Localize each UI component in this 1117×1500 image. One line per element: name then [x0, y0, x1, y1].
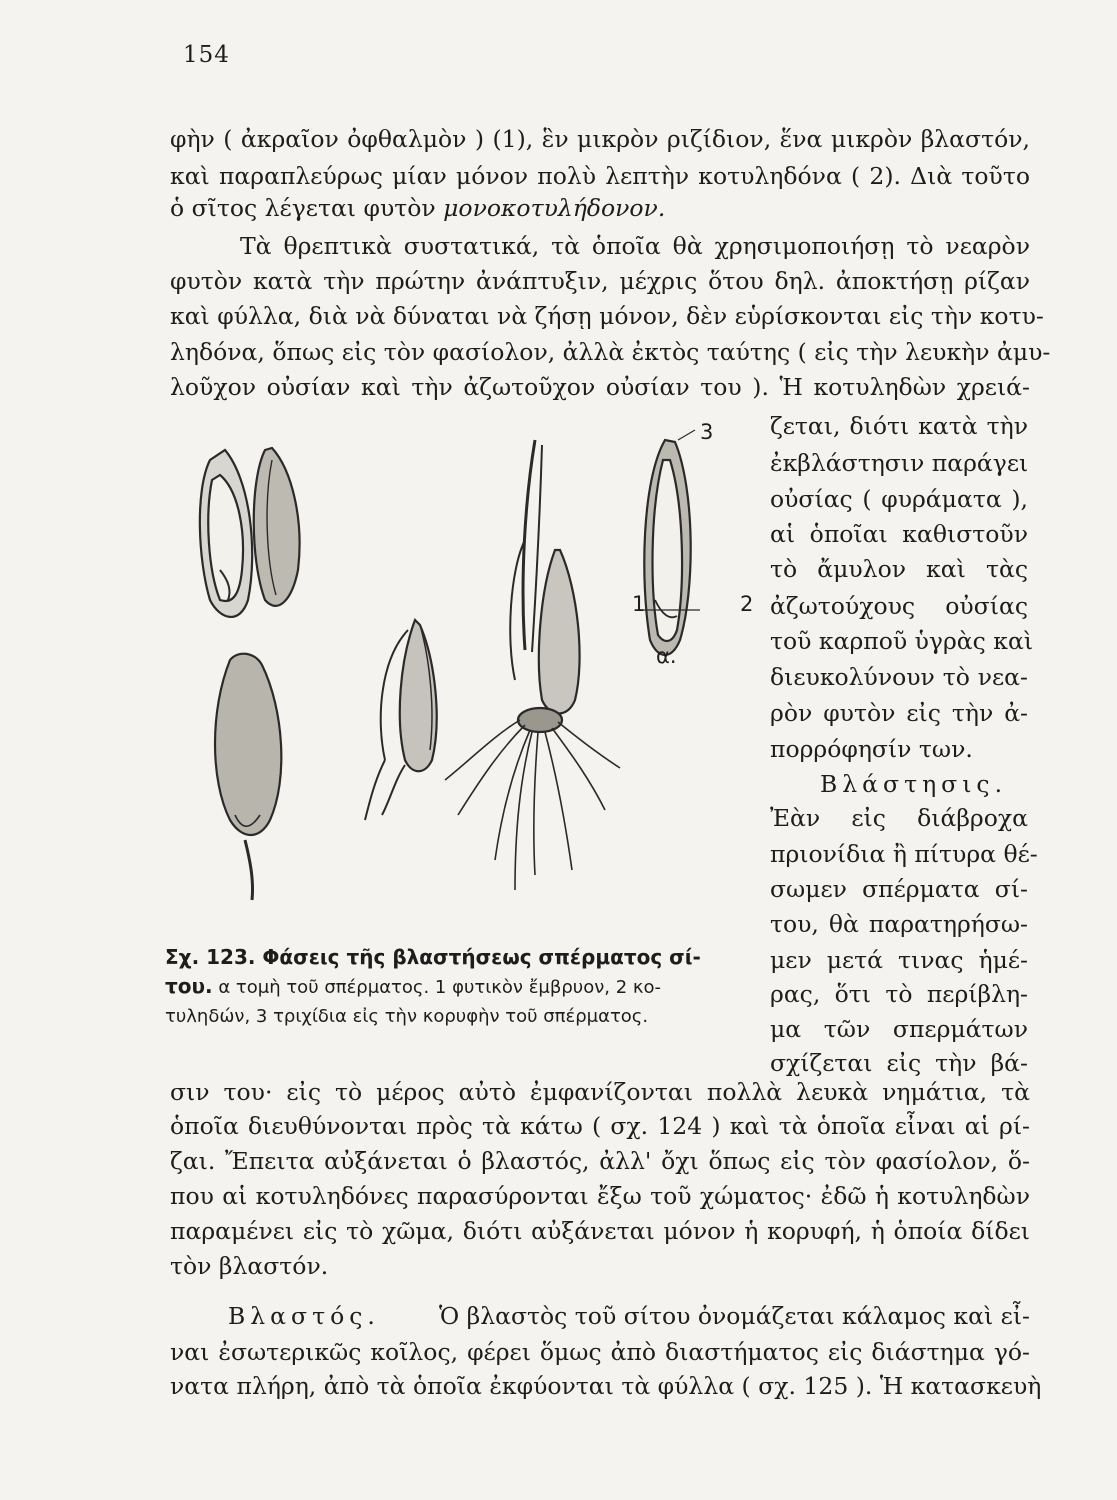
seed-whole — [254, 448, 300, 606]
text-line: παραμένει εἰς τὸ χῶμα, διότι αὐξάνεται μόνον ἡ κορυφή, ἡ ὁποία δίδει — [170, 1217, 1030, 1245]
column-line: σχίζεται εἰς τὴν βά- — [770, 1049, 1028, 1077]
column-line: τοῦ καρποῦ ὑγρὰς καὶ — [770, 627, 1034, 655]
caption-title-end: του. — [165, 974, 213, 998]
text-line: Τὰ θρεπτικὰ συστατικά, τὰ ὁποῖα θὰ χρησιμοποιήσῃ τὸ νεαρὸν — [240, 232, 1030, 260]
figure-123 — [180, 420, 760, 930]
page-number: 154 — [183, 42, 230, 68]
seed-sprouting-left — [215, 654, 281, 835]
column-line: ἀζωτούχους οὐσίας — [770, 592, 1028, 620]
column-line: του, θὰ παρατηρήσω- — [770, 910, 1028, 938]
caption-line: α τομὴ τοῦ σπέρματος. 1 φυτικὸν ἔμβρυον, 2 κο- — [212, 977, 662, 998]
column-line: ρας, ὅτι τὸ περίβλη- — [770, 980, 1028, 1008]
text-line: νατα πλήρη, ἀπὸ τὰ ὁποῖα ἐκφύονται τὰ φύλλα ( σχ. 125 ). Ἡ κατασκευὴ — [170, 1372, 1042, 1400]
text-line: που αἱ κοτυληδόνες παρασύρονται ἔξω τοῦ χώματος· ἐδῶ ἡ κοτυληδὼν — [170, 1182, 1030, 1210]
column-line: πορρόφησίν των. — [770, 735, 973, 763]
caption-title: Σχ. 123. Φάσεις τῆς βλαστήσεως σπέρματος σί- — [165, 945, 701, 969]
section-heading-blastisis: Βλάστησις. — [820, 770, 1008, 798]
figure-label-2: 2 — [740, 592, 754, 616]
column-line: σωμεν σπέρματα σί- — [770, 875, 1028, 903]
text-line: λοῦχον οὐσίαν καὶ τὴν ἀζωτοῦχον οὐσίαν του ). Ἡ κοτυληδὼν χρειά- — [170, 373, 1030, 401]
section-line-rest: Ὁ βλαστὸς τοῦ σίτου ὀνομάζεται κάλαμος καὶ εἶ- — [438, 1302, 1030, 1330]
text-line: ὁποῖα διευθύνονται πρὸς τὰ κάτω ( σχ. 124 ) καὶ τὰ ὁποῖα εἶναι αἱ ρί- — [170, 1112, 1030, 1140]
column-line: οὐσίας ( φυράματα ), — [770, 485, 1028, 513]
column-line: πριονίδια ἢ πίτυρα θέ- — [770, 840, 1038, 868]
italic-term: μονοκοτυλήδονον. — [443, 194, 666, 222]
text-line: ναι ἐσωτερικῶς κοῖλος, φέρει ὅμως ἀπὸ διαστήματος εἰς διάστημα γό- — [170, 1338, 1030, 1366]
text-line: καὶ φύλλα, διὰ νὰ δύναται νὰ ζήσῃ μόνον, δὲν εὑρίσκονται εἰς τὴν κοτυ- — [170, 302, 1044, 330]
figure-label-a: α. — [656, 644, 677, 668]
text-line-start: ὁ σῖτος λέγεται φυτὸν — [170, 194, 436, 222]
column-line: ζεται, διότι κατὰ τὴν — [770, 412, 1028, 440]
text-line: τὸν βλαστόν. — [170, 1252, 329, 1280]
column-line: μα τῶν σπερμάτων — [770, 1015, 1028, 1043]
section-heading-blastos: Βλαστός. — [228, 1302, 380, 1330]
text-line — [170, 192, 665, 224]
seedling-right-grain — [539, 550, 580, 714]
column-line: διευκολύνουν τὸ νεα- — [770, 663, 1028, 691]
text-line: καὶ παραπλεύρως μίαν μόνον πολὺ λεπτὴν κοτυληδόνα ( 2). Διὰ τοῦτο — [170, 162, 1030, 190]
column-line: αἱ ὁποῖαι καθιστοῦν — [770, 520, 1028, 548]
column-line: ρὸν φυτὸν εἰς τὴν ἀ- — [770, 699, 1028, 727]
text-line: ζαι. Ἔπειτα αὐξάνεται ὁ βλαστός, ἀλλ' ὄχι ὅπως εἰς τὸν φασίολον, ὅ- — [170, 1147, 1030, 1175]
column-line: ἐκβλάστησιν παράγει — [770, 449, 1029, 477]
column-line: μεν μετά τινας ἡμέ- — [770, 946, 1028, 974]
text-line: σιν του· εἰς τὸ μέρος αὐτὸ ἐμφανίζονται πολλὰ λευκὰ νημάτια, τὰ — [170, 1078, 1030, 1106]
text-line: φὴν ( ἀκραῖον ὀφθαλμὸν ) (1), ἓν μικρὸν ριζίδιον, ἕνα μικρὸν βλαστόν, — [170, 125, 1030, 153]
figure-label-3: 3 — [700, 420, 714, 444]
text-line: φυτὸν κατὰ τὴν πρώτην ἀνάπτυξιν, μέχρις ὅτου δηλ. ἀποκτήσῃ ρίζαν — [170, 267, 1030, 295]
text-line: ληδόνα, ὅπως εἰς τὸν φασίολον, ἀλλὰ ἐκτὸς ταύτης ( εἰς τὴν λευκὴν ἀμυ- — [170, 338, 1051, 366]
column-line: τὸ ἄμυλον καὶ τὰς — [770, 555, 1028, 583]
text-line — [228, 1300, 1030, 1332]
column-line: Ἐὰν εἰς διάβροχα — [770, 804, 1028, 832]
figure-label-1: 1 — [632, 592, 646, 616]
wheat-germination-illustration — [180, 420, 760, 930]
